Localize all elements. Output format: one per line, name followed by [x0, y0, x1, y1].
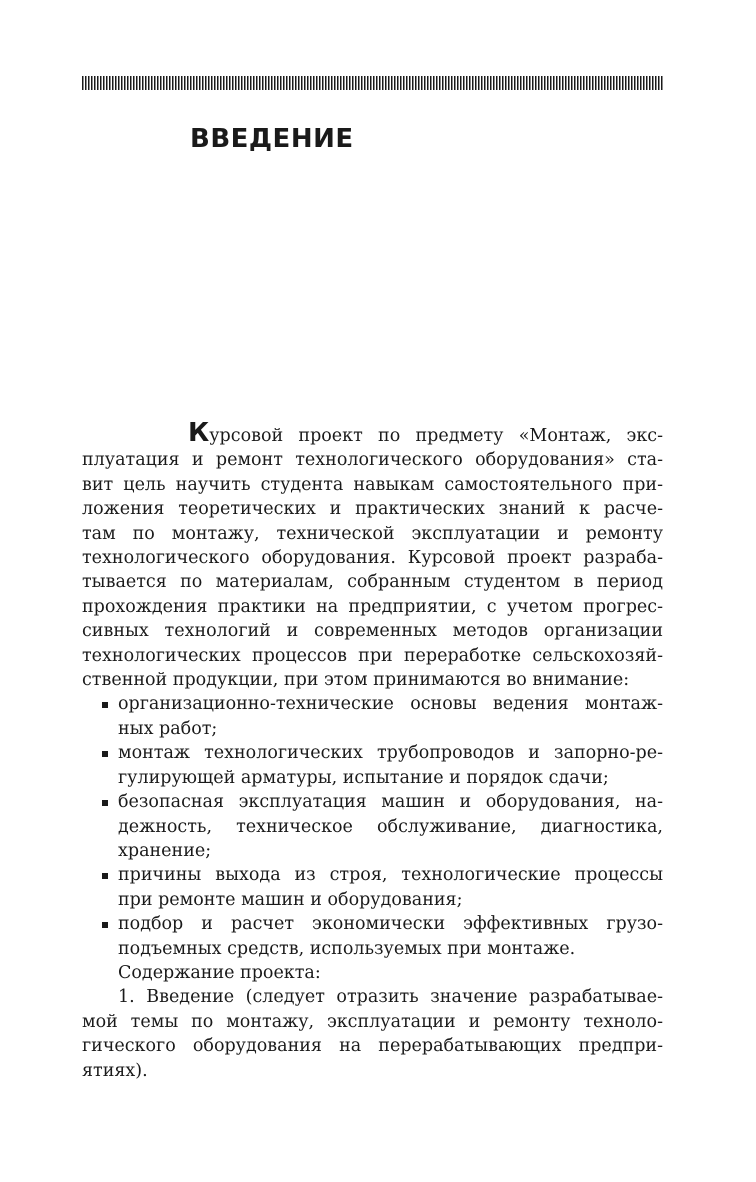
intro-line: ственной продукции, при этом принимаются во внимание:: [82, 670, 630, 691]
bullet-item: [82, 741, 663, 790]
bullet-line: монтаж технологических трубопроводов и запорно-ре-: [118, 743, 663, 764]
intro-line: прохождения практики на предприятии, с учетом прогрес-: [82, 596, 663, 617]
bullet-item: [82, 912, 663, 961]
bullet-item: [82, 790, 663, 863]
bullet-line: подбор и расчет экономически эффективных грузо-: [118, 914, 663, 935]
bullet-line: подъемных средств, используемых при монтаже.: [118, 938, 576, 959]
bullet-line: организационно-технические основы ведения монтаж-: [118, 694, 663, 715]
intro-line: вит цель научить студента навыкам самостоятельного при-: [82, 474, 663, 495]
drop-cap: К: [188, 418, 210, 448]
intro-line-text: урсовой проект по предмету «Монтаж, экс-: [209, 426, 663, 446]
bullet-item: [82, 863, 663, 912]
bullet-line: ных работ;: [118, 718, 218, 739]
square-bullet-icon: [102, 800, 108, 806]
chapter-heading: ВВЕДЕНИЕ: [190, 124, 354, 154]
intro-line: технологических процессов при переработке сельскохозяй-: [82, 645, 663, 666]
bullet-line: дежность, техническое обслуживание, диагностика,: [118, 816, 663, 837]
bullet-line: гулирующей арматуры, испытание и порядок сдачи;: [118, 767, 609, 788]
item1-line: ятиях).: [82, 1060, 148, 1081]
bullet-item: [82, 692, 663, 741]
square-bullet-icon: [102, 702, 108, 708]
contents-heading: Содержание проекта:: [118, 962, 321, 983]
square-bullet-icon: [102, 873, 108, 879]
item1-line: мой темы по монтажу, эксплуатации и ремонту техноло-: [82, 1011, 663, 1032]
square-bullet-icon: [102, 751, 108, 757]
item1-line: гического оборудования на перерабатывающих предпри-: [82, 1036, 663, 1057]
intro-line: технологического оборудования. Курсовой проект разраба-: [82, 548, 663, 569]
bullet-line: хранение;: [118, 840, 212, 861]
bullet-line: причины выхода из строя, технологические процессы: [118, 865, 663, 886]
intro-line: плуатация и ремонт технологического оборудования» ста-: [82, 450, 663, 471]
bullet-line: безопасная эксплуатация машин и оборудования, на-: [118, 792, 663, 813]
intro-line: ложения теоретических и практических знаний к расче-: [82, 499, 663, 520]
body-text: [82, 418, 663, 1083]
square-bullet-icon: [102, 922, 108, 928]
bullet-line: при ремонте машин и оборудования;: [118, 889, 463, 910]
intro-line: сивных технологий и современных методов организации: [82, 621, 663, 642]
top-decorative-rule: [82, 76, 663, 90]
item1-line: 1. Введение (следует отразить значение разрабатывае-: [118, 987, 663, 1008]
intro-line: там по монтажу, технической эксплуатации и ремонту: [82, 523, 663, 544]
intro-line: тывается по материалам, собранным студентом в период: [82, 572, 663, 593]
intro-line: [82, 418, 663, 448]
